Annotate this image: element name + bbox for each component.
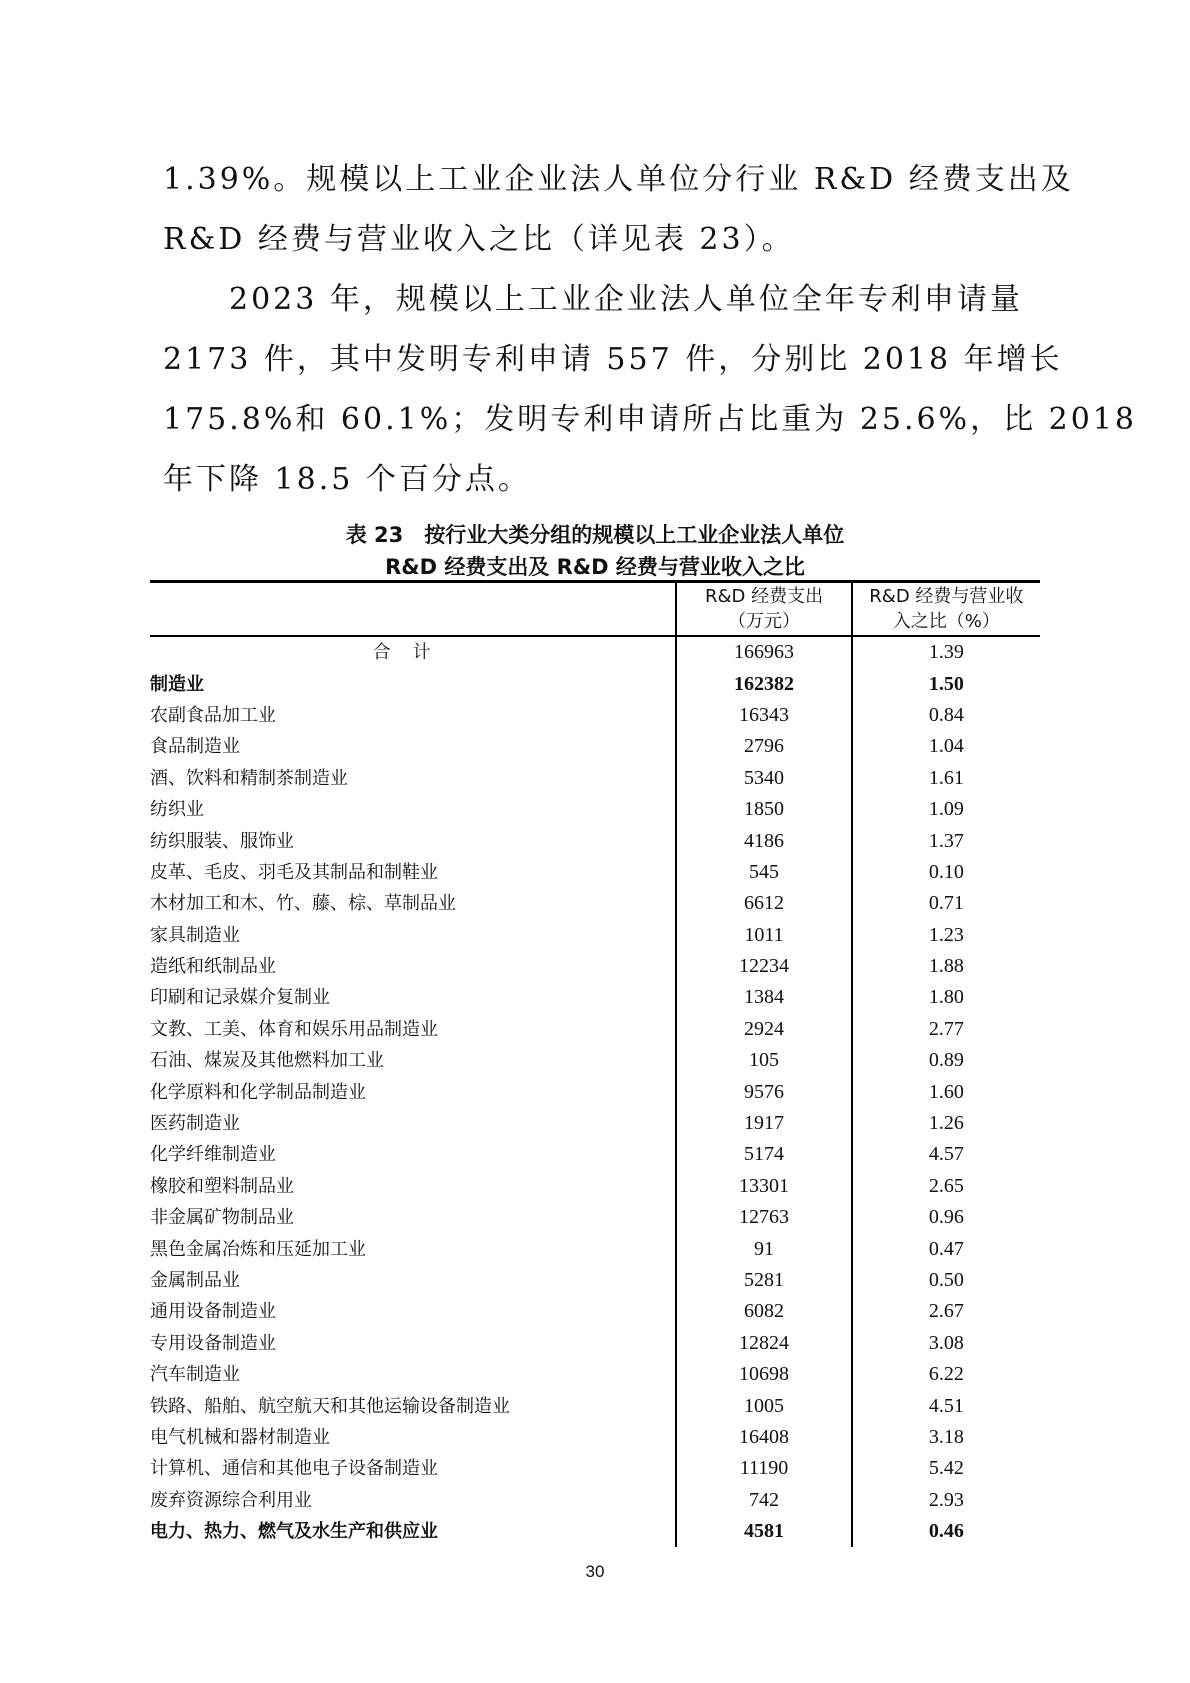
- ratio-cell: 2.65: [852, 1171, 1040, 1202]
- industry-cell: 铁路、船舶、航空航天和其他运输设备制造业: [150, 1395, 510, 1417]
- expenditure-cell: 12824: [676, 1328, 851, 1359]
- ratio-cell: 1.23: [852, 920, 1040, 951]
- industry-cell: 专用设备制造业: [150, 1332, 276, 1354]
- expenditure-cell: 13301: [676, 1171, 851, 1202]
- ratio-cell: 3.08: [852, 1328, 1040, 1359]
- expenditure-cell: 2924: [676, 1014, 851, 1045]
- ratio-cell: 0.47: [852, 1233, 1040, 1264]
- industry-cell: 橡胶和塑料制品业: [150, 1175, 294, 1197]
- expenditure-cell: 16343: [676, 700, 851, 731]
- expenditure-cell: 742: [676, 1485, 851, 1516]
- table-row: [150, 1014, 1040, 1045]
- header-expenditure-line2: （万元）: [728, 611, 801, 632]
- rd-expenditure-table: [150, 580, 1040, 1547]
- text-line: 175.8%和 60.1%；发明专利申请所占比重为 25.6%，比 2018: [163, 402, 1137, 437]
- industry-cell: 汽车制造业: [150, 1364, 240, 1386]
- industry-cell: 黑色金属冶炼和压延加工业: [150, 1238, 366, 1260]
- table-row: [150, 857, 1040, 888]
- table-row: [150, 951, 1040, 982]
- table-row: [150, 731, 1040, 762]
- header-industry: [150, 582, 676, 637]
- ratio-cell: 0.89: [852, 1045, 1040, 1076]
- ratio-cell: 1.88: [852, 951, 1040, 982]
- industry-cell: 皮革、毛皮、羽毛及其制品和制鞋业: [150, 861, 438, 883]
- body-paragraph: [163, 270, 1137, 510]
- table-row: [150, 1202, 1040, 1233]
- body-paragraph: [163, 150, 1074, 270]
- text-line: 2173 件，其中发明专利申请 557 件，分别比 2018 年增长: [163, 342, 1063, 377]
- header-ratio-line1: R&D 经费与营业收: [869, 586, 1024, 607]
- table-row: [150, 1485, 1040, 1516]
- industry-cell: 纺织服装、服饰业: [150, 830, 294, 852]
- expenditure-cell: 1850: [676, 794, 851, 825]
- table-row: [150, 1422, 1040, 1453]
- expenditure-cell: 10698: [676, 1359, 851, 1390]
- header-expenditure: [676, 582, 851, 637]
- expenditure-cell: 2796: [676, 731, 851, 762]
- industry-cell: 家具制造业: [150, 924, 240, 946]
- expenditure-cell: 162382: [676, 668, 851, 699]
- industry-cell: 木材加工和木、竹、藤、棕、草制品业: [150, 893, 456, 915]
- industry-cell: 文教、工美、体育和娱乐用品制造业: [150, 1018, 438, 1040]
- table-row: [150, 1108, 1040, 1139]
- expenditure-cell: 6612: [676, 888, 851, 919]
- ratio-cell: 4.51: [852, 1390, 1040, 1421]
- ratio-cell: 3.18: [852, 1422, 1040, 1453]
- expenditure-cell: 12763: [676, 1202, 851, 1233]
- text-line: 1.39%。规模以上工业企业法人单位分行业 R&D 经费支出及: [163, 162, 1074, 197]
- industry-cell: 合计: [372, 642, 453, 664]
- ratio-cell: 1.50: [852, 668, 1040, 699]
- ratio-cell: 5.42: [852, 1453, 1040, 1484]
- table-row: [150, 668, 1040, 699]
- expenditure-cell: 5340: [676, 763, 851, 794]
- expenditure-cell: 91: [676, 1233, 851, 1264]
- ratio-cell: 1.09: [852, 794, 1040, 825]
- expenditure-cell: 6082: [676, 1296, 851, 1327]
- expenditure-cell: 1384: [676, 982, 851, 1013]
- ratio-cell: 1.26: [852, 1108, 1040, 1139]
- expenditure-cell: 1917: [676, 1108, 851, 1139]
- expenditure-cell: 105: [676, 1045, 851, 1076]
- industry-cell: 印刷和记录媒介复制业: [150, 987, 330, 1009]
- ratio-cell: 0.84: [852, 700, 1040, 731]
- ratio-cell: 1.39: [852, 636, 1040, 668]
- table-row: [150, 1045, 1040, 1076]
- expenditure-cell: 5174: [676, 1139, 851, 1170]
- table-caption: 表 23 按行业大类分组的规模以上工业企业法人单位: [345, 523, 845, 547]
- industry-cell: 酒、饮料和精制茶制造业: [150, 767, 348, 789]
- ratio-cell: 1.04: [852, 731, 1040, 762]
- table-row: [150, 982, 1040, 1013]
- table-row: [150, 1390, 1040, 1421]
- ratio-cell: 1.61: [852, 763, 1040, 794]
- expenditure-cell: 545: [676, 857, 851, 888]
- table-row: [150, 825, 1040, 856]
- ratio-cell: 2.77: [852, 1014, 1040, 1045]
- expenditure-cell: 4186: [676, 825, 851, 856]
- industry-cell: 化学纤维制造业: [150, 1144, 276, 1166]
- industry-cell: 农副食品加工业: [150, 704, 276, 726]
- ratio-cell: 6.22: [852, 1359, 1040, 1390]
- table-row: [150, 1296, 1040, 1327]
- table-row: [150, 1233, 1040, 1264]
- ratio-cell: 2.93: [852, 1485, 1040, 1516]
- text-line: R&D 经费与营业收入之比（详见表 23）。: [163, 222, 795, 257]
- industry-cell: 通用设备制造业: [150, 1301, 276, 1323]
- table-row: [150, 763, 1040, 794]
- industry-cell: 造纸和纸制品业: [150, 956, 276, 978]
- page-number: 30: [585, 1562, 605, 1581]
- expenditure-cell: 1005: [676, 1390, 851, 1421]
- expenditure-cell: 1011: [676, 920, 851, 951]
- ratio-cell: 1.37: [852, 825, 1040, 856]
- table-header-row: [150, 582, 1040, 637]
- header-ratio: [852, 582, 1040, 637]
- table-row: [150, 1171, 1040, 1202]
- ratio-cell: 0.96: [852, 1202, 1040, 1233]
- industry-cell: 电气机械和器材制造业: [150, 1426, 330, 1448]
- ratio-cell: 2.67: [852, 1296, 1040, 1327]
- ratio-cell: 0.10: [852, 857, 1040, 888]
- industry-cell: 计算机、通信和其他电子设备制造业: [150, 1458, 438, 1480]
- table-row: [150, 794, 1040, 825]
- table-row: [150, 700, 1040, 731]
- table-row: [150, 1139, 1040, 1170]
- expenditure-cell: 5281: [676, 1265, 851, 1296]
- industry-cell: 石油、煤炭及其他燃料加工业: [150, 1050, 384, 1072]
- expenditure-cell: 4581: [676, 1516, 851, 1547]
- table-caption-subtitle: R&D 经费支出及 R&D 经费与营业收入之比: [385, 555, 805, 579]
- expenditure-cell: 12234: [676, 951, 851, 982]
- expenditure-cell: 11190: [676, 1453, 851, 1484]
- industry-cell: 非金属矿物制品业: [150, 1207, 294, 1229]
- text-line: 年下降 18.5 个百分点。: [163, 462, 531, 497]
- header-expenditure-line1: R&D 经费支出: [704, 586, 824, 607]
- industry-cell: 医药制造业: [150, 1113, 240, 1135]
- table-row: [150, 1076, 1040, 1107]
- text-line: 2023 年，规模以上工业企业法人单位全年专利申请量: [163, 282, 1023, 317]
- table-row: [150, 1359, 1040, 1390]
- ratio-cell: 4.57: [852, 1139, 1040, 1170]
- ratio-cell: 1.60: [852, 1076, 1040, 1107]
- industry-cell: 纺织业: [150, 799, 204, 821]
- table-body: [150, 636, 1040, 1547]
- ratio-cell: 0.71: [852, 888, 1040, 919]
- industry-cell: 制造业: [150, 673, 204, 695]
- header-ratio-line2: 入之比（%）: [892, 611, 1000, 632]
- industry-cell: 化学原料和化学制品制造业: [150, 1081, 366, 1103]
- ratio-cell: 0.46: [852, 1516, 1040, 1547]
- table-row: [150, 1453, 1040, 1484]
- expenditure-cell: 166963: [676, 636, 851, 668]
- table-row: [150, 636, 1040, 668]
- expenditure-cell: 16408: [676, 1422, 851, 1453]
- expenditure-cell: 9576: [676, 1076, 851, 1107]
- ratio-cell: 0.50: [852, 1265, 1040, 1296]
- industry-cell: 电力、热力、燃气及水生产和供应业: [150, 1521, 438, 1543]
- table-row: [150, 1516, 1040, 1547]
- industry-cell: 金属制品业: [150, 1270, 240, 1291]
- table-row: [150, 920, 1040, 951]
- table-row: [150, 888, 1040, 919]
- industry-cell: 食品制造业: [150, 736, 240, 758]
- table-row: [150, 1265, 1040, 1296]
- ratio-cell: 1.80: [852, 982, 1040, 1013]
- table-row: [150, 1328, 1040, 1359]
- industry-cell: 废弃资源综合利用业: [150, 1489, 312, 1511]
